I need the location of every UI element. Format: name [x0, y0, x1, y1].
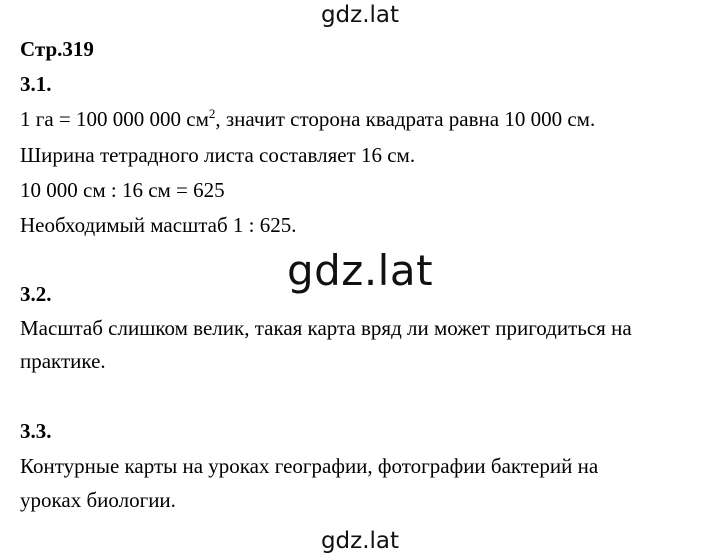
section-3-1-line-1-start: 1 га = 100 000 000 см — [20, 107, 209, 131]
page-heading: Стр.319 — [20, 37, 94, 61]
section-3-1-line-1 — [20, 106, 595, 132]
watermark-bottom: gdz.lat — [320, 528, 400, 554]
watermark-top: gdz.lat — [320, 2, 400, 28]
section-3-3-line-2: уроках биологии. — [20, 488, 176, 512]
section-3-2-line-2: практике. — [20, 349, 106, 373]
section-3-3-line-1: Контурные карты на уроках географии, фотографии бактерий на — [20, 454, 599, 478]
section-3-2-number: 3.2. — [20, 282, 52, 306]
section-3-1-line-3: 10 000 см : 16 см = 625 — [20, 178, 225, 202]
section-3-1-superscript: 2 — [208, 106, 216, 121]
watermark-middle: gdz.lat — [286, 246, 434, 295]
section-3-3-number: 3.3. — [20, 419, 52, 443]
section-3-1-line-4: Необходимый масштаб 1 : 625. — [20, 213, 297, 237]
section-3-1-number: 3.1. — [20, 72, 52, 96]
section-3-1-line-2: Ширина тетрадного листа составляет 16 см. — [20, 143, 416, 167]
section-3-2-line-1: Масштаб слишком велик, такая карта вряд ли может пригодиться на — [20, 316, 632, 340]
section-3-1-line-1-end: , значит сторона квадрата равна 10 000 см. — [215, 107, 596, 131]
